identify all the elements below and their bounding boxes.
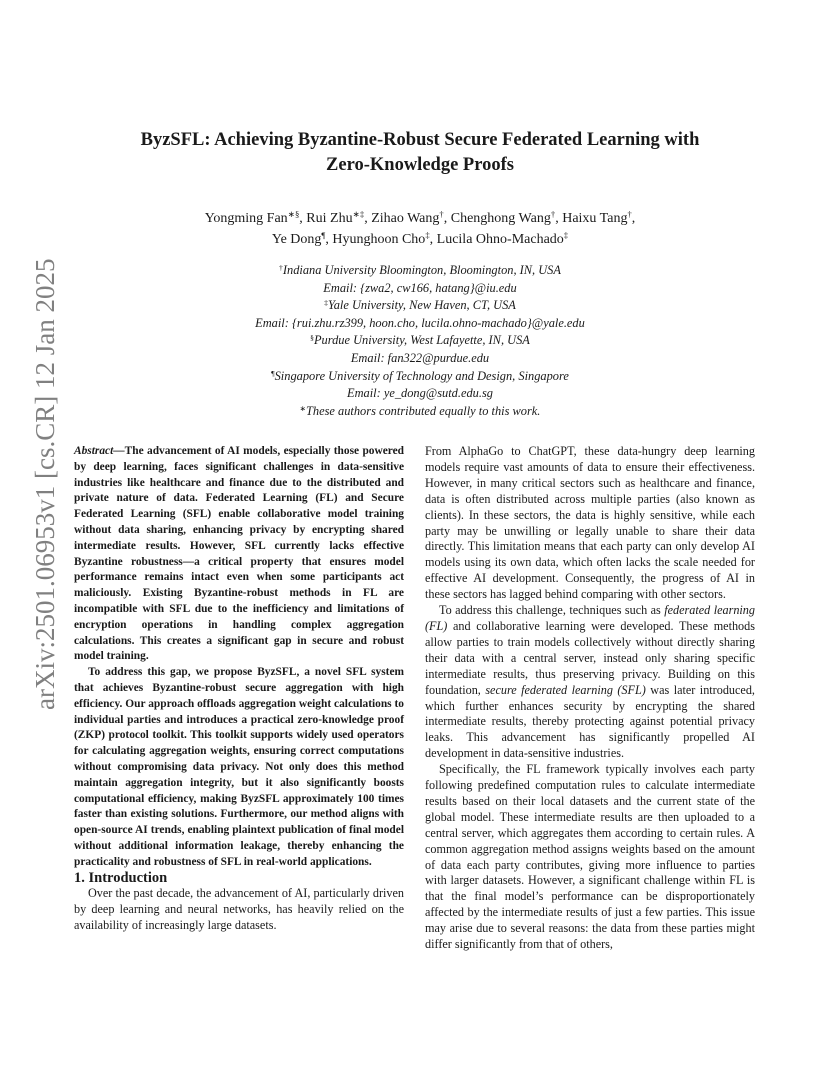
affiliation-email: Email: fan322@purdue.edu: [350, 350, 490, 365]
affiliation-line: [100, 350, 740, 368]
left-column: [74, 444, 404, 934]
affiliation-mark: §: [310, 333, 314, 343]
abstract-text: The advancement of AI models, especially those powered by deep learning, faces significant challenges in data-sensitive industries like healthcare and finance due to the distributed and private nature of data. Federated Learning (FL) and Secure Federated Learning (SFL) enable collaborative model training without data sharing, enhancing privacy by encrypting shared intermediate results. However, SFL currently lacks effective Byzantine robustness—a critical property that ensures model performance remains intact even when some participants act maliciously. Existing Byzantine-robust methods in FL are incompatible with SFL due to the inefficiency and limitations of encryption operations in handling complex aggregation calculations. This creates a significant gap in secure and robust model training.: [74, 445, 404, 663]
affiliation-line: [100, 332, 740, 350]
body-text: To address this challenge, techniques such as: [439, 603, 665, 618]
author-name: Zihao Wang: [371, 211, 440, 226]
arxiv-sidebar-stamp: [24, 258, 60, 710]
right-column: [425, 444, 755, 953]
body-paragraph-3: Specifically, the FL framework typically involves each party following predefined computation rules to calculate intermediate results based on their local datasets and the current state of the global model. These intermediate results are then uploaded to a central server, which aggregates them according to certain rules. A common aggregation method assigns weights based on the amount of data each party contributes, giving more influence to parties with larger datasets. However, a significant challenge within FL is that the final model’s performance can be disproportionately affected by the intermediate results of just a few parties. This issue may arise due to several reasons: the data from these parties might differ significantly from that of others,: [425, 762, 755, 952]
author-mark: ¶: [321, 230, 326, 241]
author-name: Haixu Tang: [562, 211, 628, 226]
body-text: was later introduced, which further enhances security by encrypting the shared intermediate results, thereby protecting against potential privacy leaks. This advancement has significantly propelled AI development in data-sensitive industries.: [425, 682, 755, 761]
affiliation-text: Singapore University of Technology and Design, Singapore: [274, 368, 569, 383]
abstract-paragraph-2: To address this gap, we propose ByzSFL, a novel SFL system that achieves Byzantine-robust secure aggregation with high efficiency. Our approach offloads aggregation weight calculations to individual parties and introduces a practical zero-knowledge proof (ZKP) protocol toolkit. This toolkit supports widely used operators for calculating aggregation weights, ensuring correct computations without compromising data privacy. Not only does this method maintain aggregation integrity, but it also significantly boosts computational efficiency, making ByzSFL approximately 100 times faster than existing solutions. Furthermore, our method aligns with open-source AI trends, enabling plaintext publication of final model without additional information leakage, thereby enhancing the practicality and robustness of SFL in real-world applications.: [74, 666, 404, 868]
abstract-paragraph-1: [74, 444, 404, 665]
affiliation-email: Email: {rui.zhu.rz399, hoon.cho, lucila.ohno-machado}@yale.edu: [255, 315, 585, 330]
author-mark: †: [550, 209, 556, 220]
author-line-2: Ye Dong¶, Hyunghoon Cho‡, Lucila Ohno-Machado‡: [271, 230, 569, 247]
affiliation-line: [100, 385, 740, 403]
title-line-2: Zero-Knowledge Proofs: [326, 155, 514, 175]
author-name: Ye Dong: [271, 232, 322, 247]
arxiv-identifier: arXiv:2501.06953v1 [cs.CR] 12 Jan 2025: [30, 258, 60, 710]
author-mark: ‡: [563, 230, 569, 241]
author-name: Rui Zhu: [306, 211, 353, 226]
affiliation-line: [100, 368, 740, 386]
affiliation-text: Indiana University Bloomington, Bloomington, IN, USA: [282, 263, 561, 277]
author-name: Yongming Fan: [204, 211, 288, 226]
author-mark: ‡: [425, 230, 430, 241]
affiliation-email: Email: {zwa2, cw166, hatang}@iu.edu: [323, 280, 517, 295]
affiliation-line: [100, 280, 740, 298]
affiliation-mark: ‡: [324, 297, 328, 307]
body-text: and collaborative learning were developed. These methods allow parties to train models collectively without directly sharing their data with a central server, instead only sharing specific intermediate results, thus preserving privacy. Building on this foundation,: [425, 618, 755, 697]
author-list: [100, 208, 740, 250]
section-heading: 1. Introduction: [74, 869, 168, 886]
affiliation-mark: ∗: [299, 403, 307, 413]
author-mark: ∗§: [287, 209, 300, 220]
equal-contribution-note: These authors contributed equally to this work.: [306, 403, 541, 418]
intro-paragraph-1: Over the past decade, the advancement of AI, particularly driven by deep learning and neural networks, has heavily relied on the availability of increasingly large datasets.: [74, 886, 404, 933]
affiliation-line: [100, 262, 740, 280]
author-name: Lucila Ohno-Machado: [436, 232, 564, 247]
term-secure-federated-learning: secure federated learning (SFL): [485, 682, 646, 697]
title-line-1: ByzSFL: Achieving Byzantine-Robust Secure Federated Learning with: [140, 130, 700, 150]
affiliation-text: Purdue University, West Lafayette, IN, USA: [313, 333, 530, 348]
author-name: Hyunghoon Cho: [332, 232, 426, 247]
affiliation-line: [100, 297, 740, 315]
affiliation-email: Email: ye_dong@sutd.edu.sg: [347, 386, 493, 401]
author-mark: †: [439, 209, 444, 220]
author-mark: ∗‡: [352, 209, 365, 220]
author-line-1: Yongming Fan∗§, Rui Zhu∗‡, Zihao Wang†, Chenghong Wang†, Haixu Tang†,: [204, 209, 636, 226]
term-federated-learning: federated learning (FL): [425, 603, 755, 633]
affiliation-text: Yale University, New Haven, CT, USA: [327, 298, 516, 313]
body-paragraph-2: [425, 603, 755, 762]
affiliations: [100, 262, 740, 420]
author-name: Chenghong Wang: [450, 211, 551, 226]
affiliation-line: [100, 315, 740, 333]
affiliation-mark: †: [279, 262, 283, 272]
body-paragraph-1: From AlphaGo to ChatGPT, these data-hungry deep learning models require vast amounts of data to ensure their effectiveness. However, in many critical sectors such as healthcare and finance, data is often distributed across multiple parties (also known as clients). In these sectors, the data is highly sensitive, while each party may be unwilling or legally unable to share their data directly. This limitation means that each party can only develop AI models using its own data, which often lacks the scale needed for effective AI development. Consequently, the progress of AI in these sectors has lagged behind comparing with other sectors.: [425, 444, 755, 602]
abstract-label: Abstract—: [74, 445, 125, 457]
paper-title: [100, 128, 740, 178]
author-mark: †: [627, 209, 632, 220]
affiliation-mark: ¶: [271, 368, 275, 378]
affiliation-line: [100, 403, 740, 421]
